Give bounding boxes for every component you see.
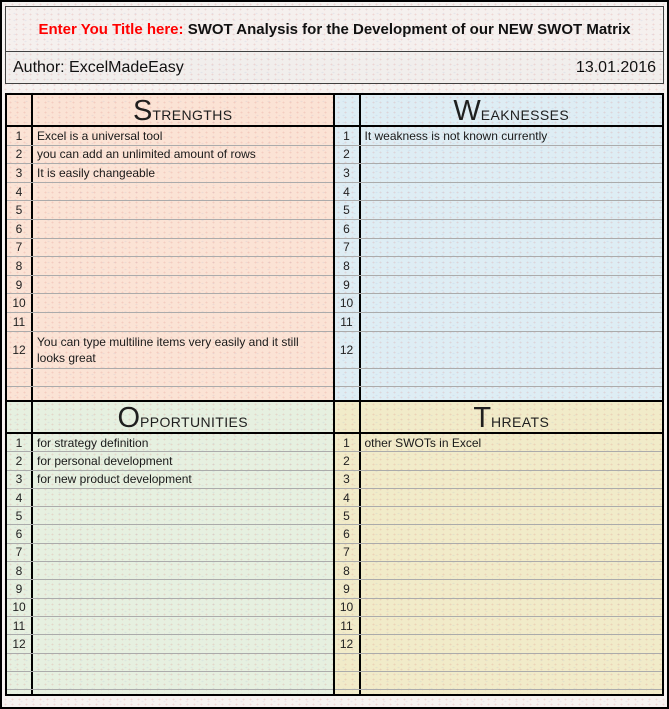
- empty-row: [7, 690, 333, 694]
- row-number: 2: [7, 146, 33, 164]
- strengths-title[interactable]: S TRENGTHS: [132, 95, 233, 127]
- swot-row: [335, 127, 663, 146]
- row-text-cell[interactable]: Excel is a universal tool: [37, 128, 163, 143]
- row-text-cell[interactable]: [361, 257, 663, 275]
- row-number: 11: [7, 313, 33, 331]
- row-text-cell[interactable]: [361, 654, 663, 671]
- empty-row: [7, 654, 333, 672]
- row-number: 5: [335, 507, 361, 524]
- strengths-header: [7, 95, 333, 127]
- row-text-cell[interactable]: [33, 369, 333, 387]
- swot-row: [335, 294, 663, 313]
- quadrant-opportunities: [7, 402, 335, 694]
- row-number: [7, 369, 33, 387]
- row-text-cell[interactable]: [361, 580, 663, 597]
- row-number: 6: [335, 220, 361, 238]
- row-number: 5: [7, 201, 33, 219]
- swot-row: [7, 617, 333, 635]
- row-text-cell[interactable]: [361, 544, 663, 561]
- row-text-cell[interactable]: It weakness is not known currently: [364, 128, 548, 143]
- row-number: 8: [335, 562, 361, 579]
- swot-row: [335, 201, 663, 220]
- swot-row: [7, 580, 333, 598]
- row-text-cell[interactable]: [33, 672, 333, 689]
- row-number: 11: [335, 313, 361, 331]
- swot-row: [7, 127, 333, 146]
- row-text-cell[interactable]: [33, 654, 333, 671]
- row-text-cell[interactable]: [361, 313, 663, 331]
- row-number: 4: [335, 489, 361, 506]
- weaknesses-rows: [335, 127, 663, 402]
- row-number: [335, 387, 361, 402]
- row-text-cell[interactable]: [33, 220, 333, 238]
- row-text-cell[interactable]: [33, 544, 333, 561]
- row-text-cell[interactable]: [33, 387, 333, 402]
- row-text-cell[interactable]: [361, 146, 663, 164]
- row-number: 10: [335, 599, 361, 616]
- row-text-cell[interactable]: [33, 690, 333, 694]
- row-number: 12: [7, 635, 33, 652]
- row-text-cell[interactable]: [361, 332, 663, 368]
- row-text-cell[interactable]: [361, 690, 663, 694]
- threats-title[interactable]: T HREATS: [473, 402, 550, 434]
- row-text-cell[interactable]: [361, 369, 663, 387]
- swot-row: [7, 489, 333, 507]
- empty-row: [7, 369, 333, 388]
- row-number: 11: [335, 617, 361, 634]
- swot-row: [7, 635, 333, 653]
- opportunities-header: [7, 402, 333, 434]
- swot-row: [335, 525, 663, 543]
- swot-row: [335, 580, 663, 598]
- row-text-cell[interactable]: for personal development: [37, 453, 173, 468]
- row-text-cell[interactable]: [361, 220, 663, 238]
- row-text-cell[interactable]: [33, 562, 333, 579]
- swot-row: [7, 525, 333, 543]
- row-number: 1: [7, 434, 33, 451]
- row-number: 2: [7, 452, 33, 469]
- swot-row: [335, 146, 663, 165]
- row-text-cell[interactable]: [33, 276, 333, 294]
- empty-row: [335, 672, 663, 690]
- empty-row: [7, 387, 333, 402]
- row-text-cell[interactable]: [361, 201, 663, 219]
- swot-row: [335, 562, 663, 580]
- swot-row: [7, 452, 333, 470]
- strengths-rows: [7, 127, 333, 402]
- row-text-cell[interactable]: for strategy definition: [37, 435, 149, 450]
- row-number: [335, 672, 361, 689]
- empty-row: [7, 672, 333, 690]
- row-number: 6: [7, 220, 33, 238]
- row-text-cell[interactable]: [33, 183, 333, 201]
- row-number: 5: [7, 507, 33, 524]
- row-text-cell[interactable]: [361, 489, 663, 506]
- row-text-cell[interactable]: [33, 201, 333, 219]
- row-number: [7, 672, 33, 689]
- swot-row: [335, 257, 663, 276]
- swot-row: [7, 471, 333, 489]
- swot-row: [335, 313, 663, 332]
- swot-row: [335, 507, 663, 525]
- row-text-cell[interactable]: [33, 635, 333, 652]
- row-text-cell[interactable]: [361, 599, 663, 616]
- row-number: [335, 690, 361, 694]
- swot-row: [7, 544, 333, 562]
- row-number: 3: [7, 471, 33, 488]
- swot-row: [7, 434, 333, 452]
- opportunities-rows: [7, 434, 333, 694]
- swot-row: [335, 489, 663, 507]
- quadrant-strengths: [7, 95, 335, 402]
- row-text-cell[interactable]: You can type multiline items very easily and it still looks great: [37, 334, 299, 365]
- row-number: 4: [335, 183, 361, 201]
- row-text-cell[interactable]: [33, 525, 333, 542]
- row-text-cell[interactable]: [361, 471, 663, 488]
- row-number: 8: [7, 257, 33, 275]
- swot-row: [7, 257, 333, 276]
- row-number: 9: [7, 580, 33, 597]
- row-text-cell[interactable]: [361, 294, 663, 312]
- row-text-cell[interactable]: [361, 617, 663, 634]
- swot-row: [335, 544, 663, 562]
- row-number: [335, 369, 361, 387]
- swot-row: [335, 471, 663, 489]
- swot-row: [7, 562, 333, 580]
- threats-rows: [335, 434, 663, 694]
- threats-header: [335, 402, 663, 434]
- row-number: 6: [7, 525, 33, 542]
- weaknesses-title[interactable]: W EAKNESSES: [453, 95, 570, 127]
- empty-row: [335, 690, 663, 694]
- row-number: 10: [335, 294, 361, 312]
- row-text-cell[interactable]: [361, 562, 663, 579]
- row-text-cell[interactable]: other SWOTs in Excel: [364, 435, 482, 450]
- row-number: 3: [335, 471, 361, 488]
- swot-row: [7, 507, 333, 525]
- empty-row: [335, 387, 663, 402]
- date-cell[interactable]: 13.01.2016: [575, 58, 656, 76]
- swot-row: [335, 220, 663, 239]
- row-number: 8: [335, 257, 361, 275]
- opportunities-title[interactable]: O PPORTUNITIES: [117, 402, 249, 434]
- row-number: 12: [335, 332, 361, 368]
- number-column-header: [335, 95, 361, 125]
- row-number: 2: [335, 146, 361, 164]
- quadrant-weaknesses: [335, 95, 663, 402]
- swot-row: [7, 164, 333, 183]
- title-bar[interactable]: [5, 6, 664, 52]
- row-number: 3: [7, 164, 33, 182]
- row-number: 10: [7, 294, 33, 312]
- row-text-cell[interactable]: [361, 276, 663, 294]
- row-number: 1: [335, 434, 361, 451]
- row-text-cell[interactable]: [33, 239, 333, 257]
- swot-row: [335, 599, 663, 617]
- swot-row: [335, 183, 663, 202]
- row-text-cell[interactable]: [33, 617, 333, 634]
- row-text-cell[interactable]: [361, 387, 663, 402]
- swot-row: [7, 313, 333, 332]
- author-cell[interactable]: Author: ExcelMadeEasy: [13, 58, 184, 76]
- swot-row: [7, 220, 333, 239]
- row-text-cell[interactable]: [33, 313, 333, 331]
- spacer: [5, 84, 664, 93]
- row-text-cell[interactable]: [361, 164, 663, 182]
- weaknesses-header: [335, 95, 663, 127]
- row-number: 9: [335, 276, 361, 294]
- number-column-header: [7, 95, 33, 125]
- row-text-cell[interactable]: [33, 507, 333, 524]
- number-column-header: [335, 402, 361, 432]
- row-text-cell[interactable]: [33, 294, 333, 312]
- row-number: 1: [335, 127, 361, 145]
- swot-row: [335, 617, 663, 635]
- swot-row: [7, 146, 333, 165]
- row-number: 7: [7, 239, 33, 257]
- row-text-cell[interactable]: [33, 580, 333, 597]
- row-number: 9: [335, 580, 361, 597]
- swot-row: [335, 452, 663, 470]
- row-number: 5: [335, 201, 361, 219]
- row-text-cell[interactable]: [33, 599, 333, 616]
- row-number: [7, 654, 33, 671]
- row-number: 12: [335, 635, 361, 652]
- row-text-cell[interactable]: [361, 525, 663, 542]
- swot-row: [335, 332, 663, 369]
- title-prompt: Enter You Title here:: [38, 20, 184, 38]
- swot-row: [335, 635, 663, 653]
- row-text-cell[interactable]: for new product development: [37, 472, 192, 487]
- row-number: 6: [335, 525, 361, 542]
- author-bar: [5, 52, 664, 84]
- swot-row: [7, 294, 333, 313]
- empty-row: [335, 654, 663, 672]
- swot-row: [335, 276, 663, 295]
- row-text-cell[interactable]: [361, 183, 663, 201]
- swot-row: [7, 276, 333, 295]
- row-number: 7: [7, 544, 33, 561]
- row-number: 2: [335, 452, 361, 469]
- swot-row: [7, 239, 333, 258]
- swot-grid: [5, 93, 664, 696]
- swot-row: [335, 434, 663, 452]
- row-number: 4: [7, 183, 33, 201]
- title-text: SWOT Analysis for the Development of our NEW SWOT Matrix: [183, 20, 631, 38]
- row-number: 10: [7, 599, 33, 616]
- number-column-header: [7, 402, 33, 432]
- row-text-cell[interactable]: [33, 489, 333, 506]
- row-number: [7, 690, 33, 694]
- row-text-cell[interactable]: [33, 257, 333, 275]
- row-number: [7, 387, 33, 402]
- row-text-cell[interactable]: [361, 635, 663, 652]
- row-text-cell[interactable]: [361, 239, 663, 257]
- row-number: 11: [7, 617, 33, 634]
- swot-row: [335, 239, 663, 258]
- row-number: [335, 654, 361, 671]
- swot-row: [7, 332, 333, 369]
- swot-row: [7, 201, 333, 220]
- row-number: 7: [335, 544, 361, 561]
- row-text-cell[interactable]: [361, 672, 663, 689]
- swot-row: [7, 599, 333, 617]
- swot-row: [335, 164, 663, 183]
- row-number: 8: [7, 562, 33, 579]
- row-text-cell[interactable]: you can add an unlimited amount of rows: [37, 147, 256, 162]
- row-number: 1: [7, 127, 33, 145]
- row-number: 7: [335, 239, 361, 257]
- row-text-cell[interactable]: [361, 507, 663, 524]
- row-number: 4: [7, 489, 33, 506]
- quadrant-threats: [335, 402, 663, 694]
- row-text-cell[interactable]: It is easily changeable: [37, 165, 156, 180]
- row-text-cell[interactable]: [361, 452, 663, 469]
- swot-row: [7, 183, 333, 202]
- row-number: 9: [7, 276, 33, 294]
- row-number: 3: [335, 164, 361, 182]
- empty-row: [335, 369, 663, 388]
- row-number: 12: [7, 332, 33, 368]
